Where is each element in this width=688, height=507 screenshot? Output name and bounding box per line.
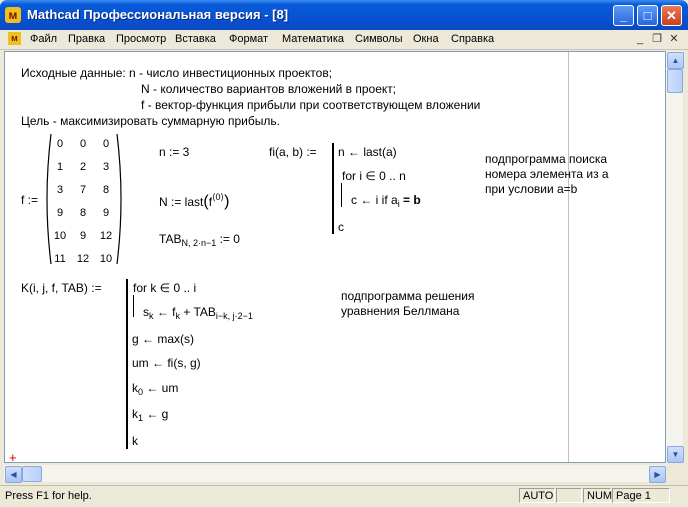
TAB-definition[interactable] — [159, 232, 240, 248]
fi-program-bar — [332, 143, 334, 234]
menu-insert[interactable]: Вставка — [175, 33, 216, 45]
doc-restore-button[interactable]: ❐ — [652, 33, 662, 45]
TAB-subscript: N, 2·n−1 — [181, 238, 217, 248]
fi-comment — [485, 152, 609, 197]
page-margin-line — [568, 52, 569, 463]
K-comment-line-1: подпрограмма решения — [341, 289, 475, 303]
doc-minimize-button[interactable]: _ — [636, 33, 644, 45]
K-program-bar — [126, 279, 128, 449]
K-line-6-sub: 1 — [138, 413, 144, 423]
menu-window[interactable]: Окна — [413, 33, 439, 45]
matrix-cell[interactable]: 2 — [79, 161, 87, 173]
menu-math[interactable]: Математика — [282, 33, 344, 45]
fi-line-3b: = b — [399, 193, 421, 207]
vertical-scrollbar[interactable] — [666, 51, 683, 463]
fi-line-4[interactable]: c — [338, 220, 344, 234]
K-loop-bar — [133, 295, 134, 317]
fi-head[interactable]: fi(a, b) := — [269, 145, 317, 159]
K-comment — [341, 289, 474, 319]
K-head[interactable]: K(i, j, f, TAB) := — [21, 281, 102, 295]
fi-line-2[interactable]: for i ∈ 0 .. n — [342, 169, 406, 183]
K-line-6a: k — [132, 407, 138, 421]
fi-loop-bar — [341, 183, 342, 207]
matrix-cell[interactable]: 12 — [99, 230, 113, 242]
K-line-4[interactable]: um ← fi(s, g) — [132, 356, 201, 370]
worksheet[interactable] — [4, 51, 666, 463]
fi-line-3[interactable] — [351, 193, 421, 209]
menu-view[interactable]: Просмотр — [116, 33, 167, 45]
matrix-cell[interactable]: 7 — [79, 184, 87, 196]
status-bar — [0, 485, 688, 507]
K-line-2b: ← f — [153, 305, 176, 319]
matrix-cell[interactable]: 10 — [99, 253, 113, 265]
status-auto: AUTO — [519, 488, 555, 503]
title-bar[interactable] — [0, 0, 688, 30]
maximize-button[interactable]: □ — [637, 5, 658, 26]
status-empty — [556, 488, 582, 503]
scroll-right-arrow-icon[interactable]: ▶ — [649, 466, 666, 483]
K-line-2c: + TAB — [180, 305, 216, 319]
fi-line-3a: c ← i if a — [351, 193, 398, 207]
window-title: Mathcad Профессиональная версия - [8] — [27, 7, 289, 22]
TAB-base: TAB — [159, 232, 182, 246]
horizontal-scrollbar[interactable] — [4, 465, 666, 482]
scroll-up-arrow-icon[interactable]: ▲ — [667, 52, 684, 69]
fi-comment-line-3: при условии a=b — [485, 182, 578, 196]
minimize-button[interactable]: _ — [613, 5, 634, 26]
horizontal-scroll-thumb[interactable] — [22, 466, 42, 482]
status-num: NUM — [583, 488, 611, 503]
matrix-cell[interactable]: 10 — [53, 230, 67, 242]
N-definition[interactable]: N := $last(f^{⟨0⟩})$ — [159, 192, 230, 210]
matrix-cell[interactable]: 12 — [76, 253, 90, 265]
matrix-brackets — [41, 130, 127, 268]
status-help-text: Press F1 for help. — [5, 490, 92, 502]
matrix-cell[interactable]: 1 — [56, 161, 64, 173]
insertion-cursor[interactable]: + — [9, 450, 17, 463]
fi-comment-line-1: подпрограмма поиска — [485, 152, 608, 166]
intro-line-3: f - вектор-функция прибыли при соответствующем вложении — [141, 98, 481, 112]
matrix-cell[interactable]: 11 — [54, 253, 66, 265]
N-def-base: N := last — [159, 195, 204, 209]
close-button[interactable]: ✕ — [661, 5, 682, 26]
menu-help[interactable]: Справка — [451, 33, 495, 45]
menu-bar — [0, 30, 688, 50]
scroll-down-arrow-icon[interactable]: ▼ — [667, 446, 684, 463]
menu-format[interactable]: Формат — [229, 33, 269, 45]
K-comment-line-2: уравнения Беллмана — [341, 304, 460, 318]
scroll-left-arrow-icon[interactable]: ◀ — [5, 466, 22, 483]
matrix-cell[interactable]: 9 — [79, 230, 87, 242]
intro-line-4: Цель - максимизировать суммарную прибыль. — [21, 114, 280, 128]
K-line-5a: k — [132, 381, 138, 395]
K-line-2-sub1: k — [149, 311, 154, 321]
mathcad-app-icon[interactable]: м — [5, 7, 21, 23]
matrix-cell[interactable]: 0 — [79, 138, 87, 150]
n-definition[interactable]: n := 3 — [159, 145, 190, 159]
K-line-2-sub3: i−k, j·2−1 — [215, 311, 253, 321]
matrix-cell[interactable]: 0 — [56, 138, 64, 150]
fi-line-3-sub: i — [397, 199, 400, 209]
menu-file[interactable]: Файл — [30, 33, 58, 45]
K-line-6b: ← g — [143, 407, 169, 421]
matrix-cell[interactable]: 8 — [102, 184, 110, 196]
K-line-2[interactable] — [143, 305, 253, 321]
vertical-scroll-thumb[interactable] — [667, 69, 683, 93]
TAB-rhs: := 0 — [216, 232, 240, 246]
N-def-arg: f — [208, 195, 213, 209]
fi-comment-line-2: номера элемента из a — [485, 167, 609, 181]
K-line-6[interactable] — [132, 407, 168, 423]
K-line-5b: ← um — [143, 381, 179, 395]
matrix-cell[interactable]: 0 — [102, 138, 110, 150]
K-line-1[interactable]: for k ∈ 0 .. i — [133, 281, 197, 295]
K-line-3[interactable]: g ← max(s) — [132, 332, 195, 346]
matrix-cell[interactable]: 3 — [102, 161, 110, 173]
menu-edit[interactable]: Правка — [68, 33, 106, 45]
K-line-2a: s — [143, 305, 149, 319]
fi-line-1[interactable]: n ← last(a) — [338, 145, 397, 159]
matrix-cell[interactable]: 8 — [79, 207, 87, 219]
doc-close-button[interactable]: ✕ — [669, 33, 679, 45]
scroll-corner — [666, 465, 683, 482]
N-def-sup: ⟨0⟩ — [212, 192, 225, 202]
status-page: Page 1 — [612, 488, 670, 503]
K-line-7[interactable]: k — [132, 434, 138, 448]
menu-symbols[interactable]: Символы — [355, 33, 403, 45]
K-line-2-sub2: k — [175, 311, 181, 321]
f-label: f := — [21, 193, 39, 207]
matrix-cell[interactable]: 9 — [102, 207, 110, 219]
matrix-cell[interactable]: 9 — [56, 207, 64, 219]
K-line-5[interactable] — [132, 381, 178, 397]
matrix-cell[interactable]: 3 — [56, 184, 64, 196]
intro-line-2: N - количество вариантов вложений в проект; — [141, 82, 397, 96]
intro-line-1: Исходные данные: n - число инвестиционных проектов; — [21, 66, 333, 80]
document-icon[interactable]: м — [8, 32, 21, 45]
K-line-5-sub: 0 — [138, 387, 144, 397]
